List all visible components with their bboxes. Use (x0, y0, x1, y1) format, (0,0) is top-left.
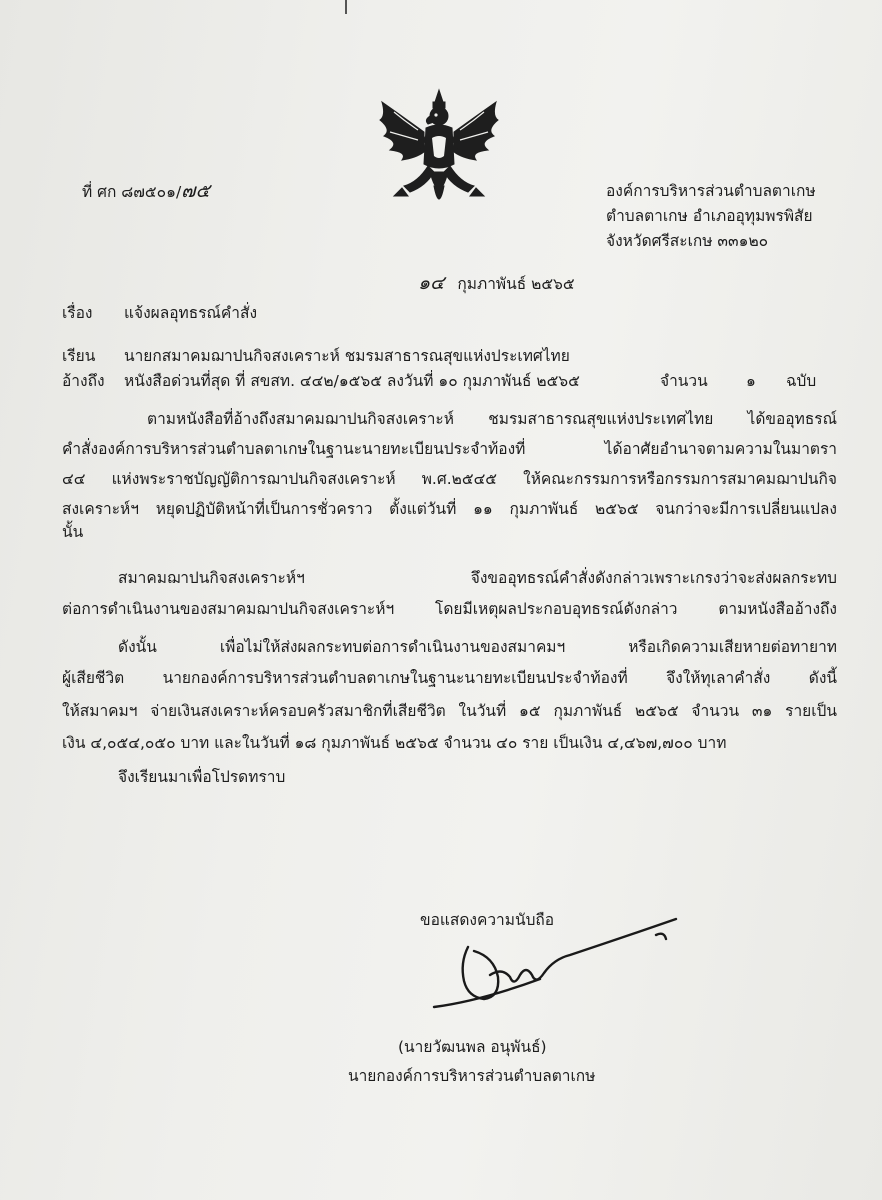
closing-line: จึงเรียนมาเพื่อโปรดทราบ (118, 768, 286, 786)
paragraph-line: ตามหนังสือที่อ้างถึงสมาคมฌาปนกิจสงเคราะห์ ชมรมสาธารณสุขแห่งประเทศไทย ได้ขออุทธรณ์ (147, 410, 837, 428)
paragraph-line: ให้สมาคมฯ จ่ายเงินสงเคราะห์ครอบครัวสมาชิกที่เสียชีวิต ในวันที่ ๑๕ กุมภาพันธ์ ๒๕๖๕ จำนวน ๓๑ รายเป็น (62, 702, 837, 720)
reference-number-printed: ที่ ศก ๘๗๕๐๑/ (82, 183, 182, 201)
garuda-emblem-icon (374, 86, 504, 216)
sender-line-3: จังหวัดศรีสะเกษ ๓๓๑๒๐ (606, 232, 769, 250)
subject-label: เรื่อง (62, 304, 93, 322)
paragraph-line: สมาคมฌาปนกิจสงเคราะห์ฯ จึงขออุทธรณ์คำสั่งดังกล่าวเพราะเกรงว่าจะส่งผลกระทบ (118, 569, 837, 587)
reference-label: อ้างถึง (62, 372, 105, 390)
signer-position: นายกองค์การบริหารส่วนตำบลตาเกษ (348, 1067, 596, 1085)
paragraph-line: เงิน ๔,๐๕๔,๐๕๐ บาท และในวันที่ ๑๘ กุมภาพันธ์ ๒๕๖๕ จำนวน ๔๐ ราย เป็นเงิน ๔,๔๖๗,๗๐๐ บาท (62, 734, 727, 752)
sender-line-2: ตำบลตาเกษ อำเภออุทุมพรพิสัย (606, 207, 813, 225)
paragraph-line: ต่อการดำเนินงานของสมาคมฌาปนกิจสงเคราะห์ฯ โดยมีเหตุผลประกอบอุทธรณ์ดังกล่าว ตามหนังสืออ้างถึง (62, 600, 837, 618)
paragraph-line: ๔๔ แห่งพระราชบัญญัติการฌาปนกิจสงเคราะห์ พ.ศ.๒๕๔๕ ให้คณะกรรมการหรือกรรมการสมาคมฌาปนกิจ (62, 470, 837, 488)
reference-number (82, 181, 210, 202)
paragraph-line: สงเคราะห์ฯ หยุดปฏิบัติหน้าที่เป็นการชั่วคราว ตั้งแต่วันที่ ๑๑ กุมภาพันธ์ ๒๕๖๕ จนกว่าจะมีการเปลี่ยนแปลง (62, 500, 837, 518)
subject-text: แจ้งผลอุทธรณ์คำสั่ง (124, 304, 258, 322)
paragraph-line: ผู้เสียชีวิต นายกองค์การบริหารส่วนตำบลตาเกษในฐานะนายทะเบียนประจำท้องที่ จึงให้ทุเลาคำสั่ง ดังนี้ (62, 669, 837, 687)
sender-line-1: องค์การบริหารส่วนตำบลตาเกษ (606, 182, 816, 200)
reference-unit: ฉบับ (786, 372, 817, 390)
scan-mark (345, 0, 347, 14)
signer-name: (นายวัฒนพล อนุพันธ์) (398, 1038, 547, 1056)
letter-date (418, 273, 575, 294)
paragraph-line: ดังนั้น เพื่อไม่ให้ส่งผลกระทบต่อการดำเนินงานของสมาคมฯ หรือเกิดความเสียหายต่อทายาท (118, 638, 837, 656)
reference-number-handwritten: ๗๕ (181, 180, 210, 202)
date-day-handwritten: ๑๔ (418, 272, 445, 294)
paragraph-line: นั้น (62, 523, 84, 541)
handwritten-signature-icon (420, 905, 690, 1025)
salutation: ขอแสดงความนับถือ (420, 911, 555, 929)
to-text: นายกสมาคมฌาปนกิจสงเคราะห์ ชมรมสาธารณสุขแห่งประเทศไทย (124, 347, 570, 365)
reference-text: หนังสือด่วนที่สุด ที่ สขสท. ๔๔๒/๑๕๖๕ ลงวันที่ ๑๐ กุมภาพันธ์ ๒๕๖๕ (124, 372, 580, 390)
to-label: เรียน (62, 347, 96, 365)
reference-quantity: ๑ (746, 372, 756, 390)
date-month-year: กุมภาพันธ์ ๒๕๖๕ (457, 275, 575, 293)
reference-quantity-label: จำนวน (660, 372, 708, 390)
paragraph-line: คำสั่งองค์การบริหารส่วนตำบลตาเกษในฐานะนายทะเบียนประจำท้องที่ ได้อาศัยอำนาจตามความในมาตรา (62, 440, 837, 458)
